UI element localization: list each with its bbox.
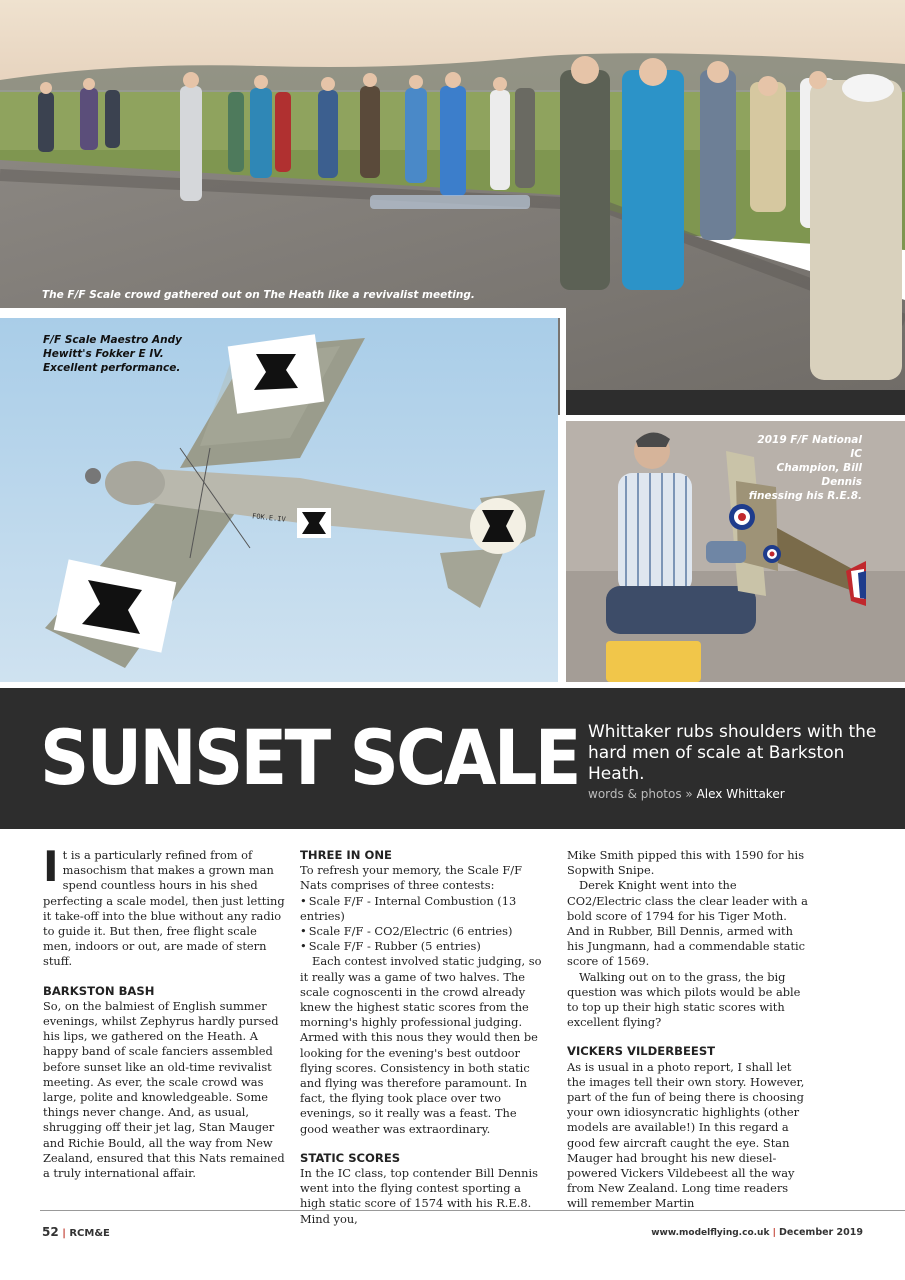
column-3	[567, 848, 811, 1212]
dark-corner	[566, 390, 905, 415]
footer-left	[42, 1225, 110, 1239]
fokker-tail-code: FOK.E.IV	[251, 512, 287, 524]
col3-paragraph-3: Walking out on to the grass, the big question was which pilots would be able to top up their high static scores with excellent flying?	[567, 969, 801, 1030]
list-item: • Scale F/F - Rubber (5 entries)	[300, 939, 544, 954]
footer-right	[651, 1227, 863, 1238]
fokker-caption	[43, 333, 182, 375]
headline-band	[0, 688, 905, 829]
vickers-paragraph: As is usual in a photo report, I shall let the images tell their own story. However, part of the fun of being there is choosing your own idiosyncratic highlights (other models are available!) In this regard a good few aircraft caught the eye. Stan Mauger had brought his new diesel-powered Vickers Vildebeest all the way from New Zealand. Long time readers will remember Martin	[567, 1059, 805, 1211]
issue-date: December 2019	[779, 1227, 863, 1238]
static-paragraph: In the IC class, top contender Bill Dennis went into the flying contest sporting a high static score of 1574 with his R.E.8. Mind you,	[300, 1166, 538, 1226]
column-1	[43, 842, 287, 1181]
author-name: Alex Whittaker	[696, 787, 785, 801]
section-heading-barkston: BARKSTON BASH	[43, 983, 155, 998]
caption-line: finessing his R.E.8.	[748, 490, 862, 502]
crowd-caption: The F/F Scale crowd gathered out on The Heath like a revivalist meeting.	[42, 289, 475, 301]
caption-line: F/F Scale Maestro Andy	[43, 334, 183, 346]
footer-separator: |	[62, 1228, 66, 1239]
section-heading-three-in-one: THREE IN ONE	[300, 848, 392, 862]
intro-text: t is a particularly refined from of masochism that makes a grown man spend countless hours in his shed perfecting a scale model, then just letting it take-off into the blue without any radio to guide it. But then, free flight scale men, indoors or out, are made of stern stuff.	[43, 848, 285, 969]
list-item: • Scale F/F - CO2/Electric (6 entries)	[300, 924, 544, 939]
col3-paragraph-1: Mike Smith pipped this with 1590 for his Sopwith Snipe.	[567, 848, 805, 878]
champion-photo	[566, 421, 905, 682]
column-2	[300, 848, 544, 1227]
standfirst: Whittaker rubs shoulders with the hard men of scale at Barkston Heath.	[588, 722, 877, 784]
page-number: 52	[42, 1225, 59, 1239]
col3-paragraph-2: Derek Knight went into the CO2/Electric class the clear leader with a bold score of 1794 for his Tiger Moth. And in Rubber, Bill Dennis, armed with his Jungmann, had a commendable static score of 1569.	[567, 878, 808, 969]
barkston-paragraph: So, on the balmiest of English summer evenings, whilst Zephyrus hardly pursed his lips, we gathered on the Heath. A happy band of scale fanciers assembled before sunset like an old-time revivalist meeting. As ever, the scale crowd was large, polite and knowledgeable. Some things never change. And, as usual, shrugging off their jet lag, Stan Mauger and Richie Bould, all the way from New Zealand, ensured that this Nats remained a truly international affair.	[43, 998, 285, 1181]
contest-list	[300, 894, 544, 955]
photo-divider	[0, 308, 566, 318]
article-title: SUNSET SCALE	[40, 713, 579, 802]
footer-rule	[40, 1210, 905, 1211]
three-intro: To refresh your memory, the Scale F/F Nats comprises of three contests:	[300, 863, 522, 893]
footer-separator: |	[772, 1228, 776, 1238]
website-link[interactable]: www.modelflying.co.uk	[651, 1228, 770, 1238]
list-item: • Scale F/F - Internal Combustion (13 entries)	[300, 894, 544, 924]
byline	[588, 787, 785, 801]
fokker-photo	[0, 318, 558, 682]
byline-prefix: words & photos »	[588, 787, 693, 801]
section-heading-static-scores: STATIC SCORES	[300, 1150, 401, 1165]
three-paragraph: Each contest involved static judging, so it really was a game of two halves. The scale cognoscenti in the crowd already knew the highest static scores from the morning's highly professional judging. Armed with this nous they would then be looking for the evening's best outdoor flying scores. Consistency in both static and flying was therefore paramount. In fact, the flying took place over two evenings, so it really was a feast. The good weather was extraordinary.	[300, 954, 542, 1136]
drop-cap: I	[43, 842, 59, 891]
caption-line: 2019 F/F National IC	[757, 434, 862, 460]
intro-paragraph	[43, 842, 287, 970]
section-heading-vickers: VICKERS VILDERBEEST	[567, 1044, 716, 1059]
magazine-name: RCM&E	[69, 1228, 110, 1239]
champion-caption	[746, 433, 862, 503]
caption-line: Hewitt's Fokker E IV.	[43, 348, 164, 360]
caption-line: Champion, Bill Dennis	[776, 462, 862, 488]
caption-line: Excellent performance.	[43, 362, 181, 374]
